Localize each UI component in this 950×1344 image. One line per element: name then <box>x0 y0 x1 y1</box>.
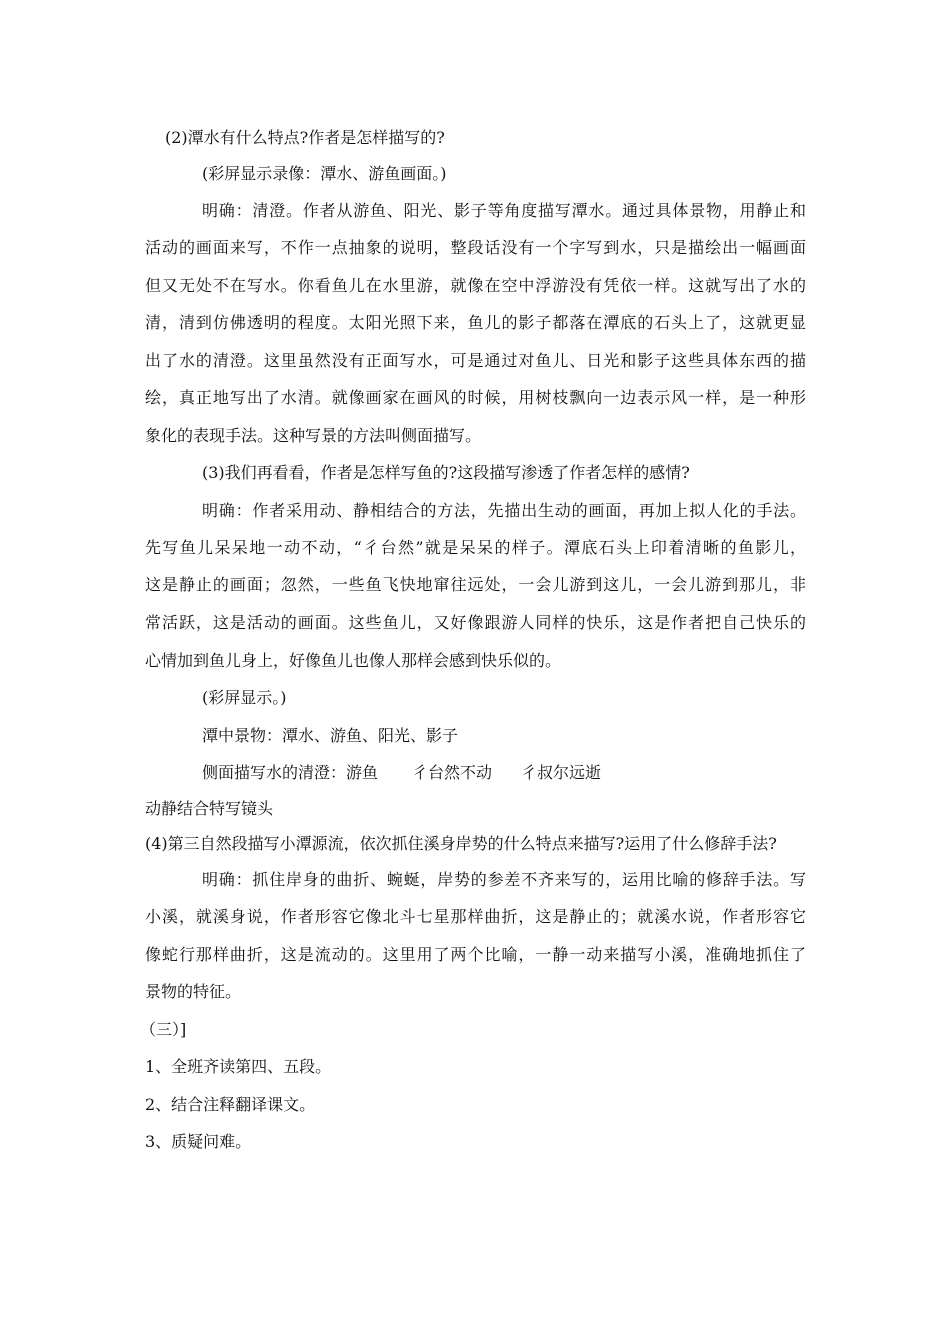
side-description-moving: 彳叔尔远逝 <box>521 763 602 782</box>
side-description-label: 侧面描写水的清澄：游鱼 <box>202 763 379 782</box>
display-note-video: (彩屏显示录像：潭水、游鱼画面。) <box>202 164 447 183</box>
answer-4-line-2: 小溪，就溪身说，作者形容它像北斗七星那样曲折，这是静止的；就溪水说，作者形容它 <box>145 907 806 926</box>
answer-2-line-6: 绘，真正地写出了水清。就像画家在画风的时候，用树枝飘向一边表示风一样，是一种形 <box>145 388 806 407</box>
side-description-still: 彳台然不动 <box>412 763 493 782</box>
scenery-summary: 潭中景物：潭水、游鱼、阳光、影子 <box>202 726 459 745</box>
section-3-heading: （三）] <box>140 1020 187 1039</box>
answer-2-line-2: 活动的画面来写，不作一点抽象的说明，整段话没有一个字写到水，只是描绘出一幅画面 <box>145 238 806 257</box>
answer-2-line-7: 象化的表现手法。这种写景的方法叫侧面描写。 <box>145 426 482 445</box>
answer-2-line-5: 出了水的清澄。这里虽然没有正面写水，可是通过对鱼儿、日光和影子这些具体东西的描 <box>145 351 806 370</box>
section-3-item-3: 3、质疑问难。 <box>145 1132 252 1151</box>
answer-3-line-2: 先写鱼儿呆呆地一动不动，“彳台然”就是呆呆的样子。潭底石头上印着清晰的鱼影儿， <box>145 538 806 557</box>
question-4: (4)第三自然段描写小潭源流，依次抓住溪身岸势的什么特点来描写?运用了什么修辞手法? <box>145 834 777 853</box>
answer-2-line-1: 明确：清澄。作者从游鱼、阳光、影子等角度描写潭水。通过具体景物，用静止和 <box>202 201 806 220</box>
answer-2-line-3: 但又无处不在写水。你看鱼儿在水里游，就像在空中浮游没有凭依一样。这就写出了水的 <box>145 276 806 295</box>
section-3-item-2: 2、结合注释翻译课文。 <box>145 1095 316 1114</box>
dynamic-static-note: 动静结合特写镜头 <box>145 799 274 818</box>
answer-4-line-1: 明确：抓住岸身的曲折、蜿蜒，岸势的参差不齐来写的，运用比喻的修辞手法。写 <box>202 870 806 889</box>
answer-3-line-4: 常活跃，这是活动的画面。这些鱼儿，又好像跟游人同样的快乐，这是作者把自己快乐的 <box>145 613 806 632</box>
answer-4-line-3: 像蛇行那样曲折，这是流动的。这里用了两个比喻，一静一动来描写小溪，准确地抓住了 <box>145 945 806 964</box>
answer-2-line-4: 清，清到仿佛透明的程度。太阳光照下来，鱼儿的影子都落在潭底的石头上了，这就更显 <box>145 313 806 332</box>
question-3: (3)我们再看看，作者是怎样写鱼的?这段描写渗透了作者怎样的感情? <box>202 463 690 482</box>
question-2: (2)潭水有什么特点?作者是怎样描写的? <box>165 128 445 147</box>
answer-3-line-5: 心情加到鱼儿身上，好像鱼儿也像人那样会感到快乐似的。 <box>145 651 562 670</box>
answer-3-line-3: 这是静止的画面；忽然，一些鱼飞快地窜往远处，一会儿游到这儿，一会儿游到那儿，非 <box>145 575 806 594</box>
section-3-item-1: 1、全班齐读第四、五段。 <box>145 1057 332 1076</box>
answer-3-line-1: 明确：作者采用动、静相结合的方法，先描出生动的画面，再加上拟人化的手法。 <box>202 501 806 520</box>
display-note: (彩屏显示。) <box>202 688 287 707</box>
answer-4-line-4: 景物的特征。 <box>145 982 242 1001</box>
